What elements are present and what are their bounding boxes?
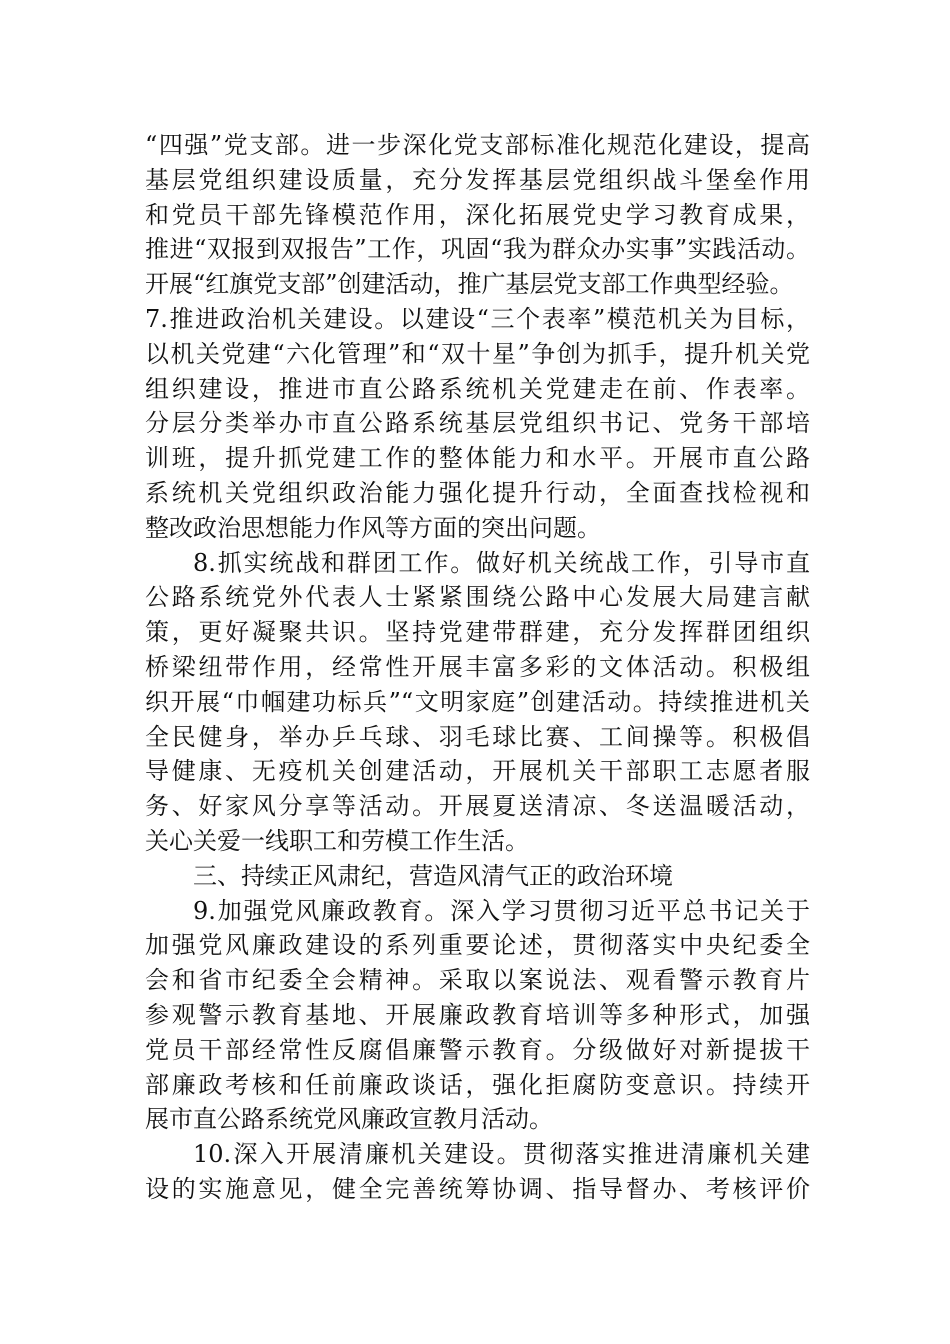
text-line: 分层分类举办市直公路系统基层党组织书记、党务干部培 bbox=[145, 409, 810, 438]
text-line: 桥梁纽带作用，经常性开展丰富多彩的文体活动。积极组 bbox=[145, 652, 810, 681]
paragraph-item-10 bbox=[145, 1137, 810, 1207]
document-body bbox=[145, 128, 810, 1207]
text-line: 设的实施意见，健全完善统筹协调、指导督办、考核评价 bbox=[145, 1174, 810, 1203]
text-line: 关心关爱一线职工和劳模工作生活。 bbox=[145, 826, 529, 855]
text-line: 以机关党建“六化管理”和“双十星”争创为抓手，提升机关党 bbox=[145, 339, 810, 368]
heading-text: 三、持续正风肃纪，营造风清气正的政治环境 bbox=[193, 861, 673, 890]
text-line: 会和省市纪委全会精神。采取以案说法、观看警示教育片 bbox=[145, 966, 810, 995]
text-line: 基层党组织建设质量，充分发挥基层党组织战斗堡垒作用 bbox=[145, 165, 810, 194]
text-line: 7.推进政治机关建设。以建设“三个表率”模范机关为目标， bbox=[145, 304, 810, 333]
text-line: 展市直公路系统党风廉政宣教月活动。 bbox=[145, 1105, 553, 1134]
paragraph-item-9 bbox=[145, 894, 810, 1138]
text-line: 9.加强党风廉政教育。深入学习贯彻习近平总书记关于 bbox=[193, 896, 810, 925]
text-line: 组织建设，推进市直公路系统机关党建走在前、作表率。 bbox=[145, 374, 810, 403]
text-line: 织开展“巾帼建功标兵”“文明家庭”创建活动。持续推进机关 bbox=[145, 687, 810, 716]
paragraph-item-8 bbox=[145, 546, 810, 859]
section-heading-3 bbox=[145, 859, 810, 894]
text-line: 导健康、无疫机关创建活动，开展机关干部职工志愿者服 bbox=[145, 757, 810, 786]
text-line: 8.抓实统战和群团工作。做好机关统战工作，引导市直 bbox=[193, 548, 810, 577]
text-line: 整改政治思想能力作风等方面的突出问题。 bbox=[145, 513, 601, 542]
text-line: 参观警示教育基地、开展廉政教育培训等多种形式，加强 bbox=[145, 1000, 810, 1029]
text-line: 全民健身，举办乒乓球、羽毛球比赛、工间操等。积极倡 bbox=[145, 722, 810, 751]
text-line: 党员干部经常性反腐倡廉警示教育。分级做好对新提拔干 bbox=[145, 1035, 810, 1064]
text-line: “四强”党支部。进一步深化党支部标准化规范化建设，提高 bbox=[145, 131, 810, 159]
text-line: 训班，提升抓党建工作的整体能力和水平。开展市直公路 bbox=[145, 444, 810, 473]
text-line: 10.深入开展清廉机关建设。贯彻落实推进清廉机关建 bbox=[193, 1140, 810, 1169]
text-line: 加强党风廉政建设的系列重要论述，贯彻落实中央纪委全 bbox=[145, 931, 810, 960]
text-line: 策，更好凝聚共识。坚持党建带群建，充分发挥群团组织 bbox=[145, 618, 810, 647]
text-line: 开展“红旗党支部”创建活动，推广基层党支部工作典型经验。 bbox=[145, 270, 794, 299]
paragraph-item-7 bbox=[145, 302, 810, 546]
text-line: 系统机关党组织政治能力强化提升行动，全面查找检视和 bbox=[145, 478, 810, 507]
text-line: 务、好家风分享等活动。开展夏送清凉、冬送温暖活动， bbox=[145, 792, 810, 821]
text-line: 和党员干部先锋模范作用，深化拓展党史学习教育成果， bbox=[145, 200, 810, 229]
text-line: 推进“双报到双报告”工作，巩固“我为群众办实事”实践活动。 bbox=[145, 235, 810, 264]
text-line: 部廉政考核和任前廉政谈话，强化拒腐防变意识。持续开 bbox=[145, 1070, 810, 1099]
text-line: 公路系统党外代表人士紧紧围绕公路中心发展大局建言献 bbox=[145, 583, 810, 612]
paragraph-party-branch bbox=[145, 128, 810, 302]
